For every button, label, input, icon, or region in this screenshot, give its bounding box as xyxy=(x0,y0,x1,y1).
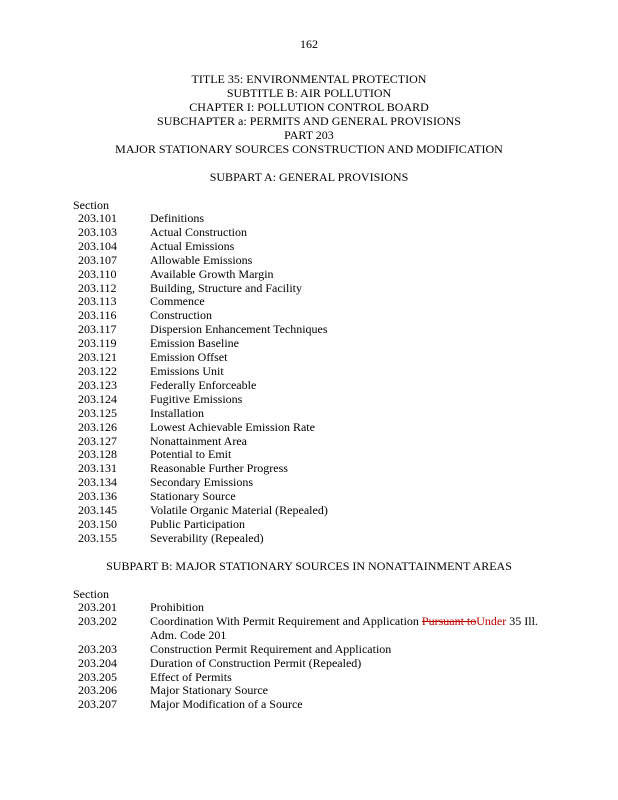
section-title: Federally Enforceable xyxy=(150,377,257,392)
section-title: Emission Baseline xyxy=(150,336,239,351)
subpart-b-title: SUBPART B: MAJOR STATIONARY SOURCES IN NONATTAINMENT AREAS xyxy=(106,559,512,573)
section-number: 203.204 xyxy=(78,655,117,670)
section-title: Major Modification of a Source xyxy=(150,697,303,712)
section-title: Severability (Repealed) xyxy=(150,530,264,545)
section-number: 203.104 xyxy=(78,238,117,253)
section-title: Building, Structure and Facility xyxy=(150,280,302,295)
section-number: 203.207 xyxy=(78,697,117,712)
part-heading: PART 203 xyxy=(284,128,334,142)
section-number: 203.116 xyxy=(78,308,117,323)
section-row xyxy=(78,212,558,226)
chapter-heading: CHAPTER I: POLLUTION CONTROL BOARD xyxy=(189,100,429,114)
section-row xyxy=(78,671,558,685)
section-title: Potential to Emit xyxy=(150,447,232,462)
section-row xyxy=(78,365,558,379)
section-title: Prohibition xyxy=(150,600,205,614)
section-row xyxy=(78,309,558,323)
section-number: 203.123 xyxy=(78,377,117,392)
section-title: Installation xyxy=(150,405,204,420)
section-title: Nonattainment Area xyxy=(150,433,247,448)
section-number: 203.202 xyxy=(78,613,117,628)
section-title: Commence xyxy=(150,294,205,309)
part-name-heading: MAJOR STATIONARY SOURCES CONSTRUCTION AND MODIFICATION xyxy=(115,142,503,156)
section-row xyxy=(78,435,558,449)
section-title: Emissions Unit xyxy=(150,363,224,378)
section-number: 203.124 xyxy=(78,391,117,406)
section-row xyxy=(78,643,558,657)
section-title: Public Participation xyxy=(150,516,245,531)
section-row xyxy=(78,698,558,712)
section-number: 203.113 xyxy=(78,294,117,309)
section-number: 203.131 xyxy=(78,461,117,476)
document-header xyxy=(0,72,618,156)
section-row xyxy=(78,518,558,532)
section-number: 203.205 xyxy=(78,669,117,684)
section-row xyxy=(78,295,558,309)
section-row xyxy=(78,421,558,435)
section-title: Construction xyxy=(150,308,212,323)
subpart-a-section-list xyxy=(78,212,558,546)
section-number: 203.125 xyxy=(78,405,117,420)
section-number: 203.150 xyxy=(78,516,117,531)
section-row xyxy=(78,476,558,490)
section-title-text: Coordination With Permit Requirement and Application xyxy=(150,613,422,628)
section-title: Reasonable Further Progress xyxy=(150,461,288,476)
inserted-text: Under xyxy=(476,613,507,628)
section-title: Duration of Construction Permit (Repealed) xyxy=(150,655,362,670)
section-row xyxy=(78,254,558,268)
section-title: Allowable Emissions xyxy=(150,252,253,267)
section-number: 203.128 xyxy=(78,447,117,462)
section-row-continuation xyxy=(78,629,558,643)
section-number: 203.107 xyxy=(78,252,117,267)
section-number: 203.127 xyxy=(78,433,117,448)
section-title: Actual Construction xyxy=(150,224,247,239)
section-row xyxy=(78,462,558,476)
section-row xyxy=(78,379,558,393)
section-title xyxy=(150,615,558,629)
section-number: 203.103 xyxy=(78,224,117,239)
subpart-a-title: SUBPART A: GENERAL PROVISIONS xyxy=(209,170,409,184)
section-row xyxy=(78,601,558,615)
section-title: Definitions xyxy=(150,211,204,225)
section-number: 203.203 xyxy=(78,641,117,656)
section-title: Actual Emissions xyxy=(150,238,235,253)
section-title: Fugitive Emissions xyxy=(150,391,243,406)
section-row xyxy=(78,393,558,407)
section-row xyxy=(78,684,558,698)
section-title: Volatile Organic Material (Repealed) xyxy=(150,503,328,518)
subchapter-heading: SUBCHAPTER a: PERMITS AND GENERAL PROVISIONS xyxy=(157,114,461,128)
section-row xyxy=(78,407,558,421)
section-row xyxy=(78,323,558,337)
section-number: 203.117 xyxy=(78,322,117,337)
section-row xyxy=(78,448,558,462)
deleted-text: Pursuant to xyxy=(421,613,477,628)
section-row xyxy=(78,490,558,504)
section-row xyxy=(78,532,558,546)
section-title: Stationary Source xyxy=(150,489,236,504)
section-number: 203.201 xyxy=(78,600,117,614)
subpart-a-section-label: Section xyxy=(73,198,109,212)
section-number: 203.121 xyxy=(78,350,117,365)
section-row xyxy=(78,657,558,671)
section-number: 203.134 xyxy=(78,475,117,490)
section-row xyxy=(78,615,558,629)
section-title: Effect of Permits xyxy=(150,669,232,684)
section-row xyxy=(78,226,558,240)
section-title: Secondary Emissions xyxy=(150,475,253,490)
title-heading: TITLE 35: ENVIRONMENTAL PROTECTION xyxy=(191,72,427,86)
section-row xyxy=(78,351,558,365)
section-title: Dispersion Enhancement Techniques xyxy=(150,322,328,337)
section-number: 203.112 xyxy=(78,280,117,295)
section-title-continuation: Adm. Code 201 xyxy=(150,627,227,642)
section-title: Lowest Achievable Emission Rate xyxy=(150,419,315,434)
section-number: 203.126 xyxy=(78,419,117,434)
section-number: 203.110 xyxy=(78,266,117,281)
section-number: 203.136 xyxy=(78,489,117,504)
section-number: 203.122 xyxy=(78,363,117,378)
section-number: 203.119 xyxy=(78,336,117,351)
section-number: 203.155 xyxy=(78,530,117,545)
section-row xyxy=(78,504,558,518)
subtitle-heading: SUBTITLE B: AIR POLLUTION xyxy=(226,86,392,100)
section-title: Available Growth Margin xyxy=(150,266,274,281)
subpart-b-section-label: Section xyxy=(73,587,109,601)
section-row xyxy=(78,268,558,282)
section-title: Construction Permit Requirement and Application xyxy=(150,641,392,656)
section-row xyxy=(78,337,558,351)
section-title: Emission Offset xyxy=(150,350,228,365)
section-number: 203.206 xyxy=(78,683,117,698)
section-number: 203.101 xyxy=(78,211,117,225)
section-number: 203.145 xyxy=(78,503,117,518)
page-number: 162 xyxy=(300,37,318,51)
section-row xyxy=(78,240,558,254)
subpart-b-section-list xyxy=(78,601,558,712)
section-row xyxy=(78,282,558,296)
section-title-text: 35 Ill. xyxy=(506,613,538,628)
section-title: Major Stationary Source xyxy=(150,683,268,698)
